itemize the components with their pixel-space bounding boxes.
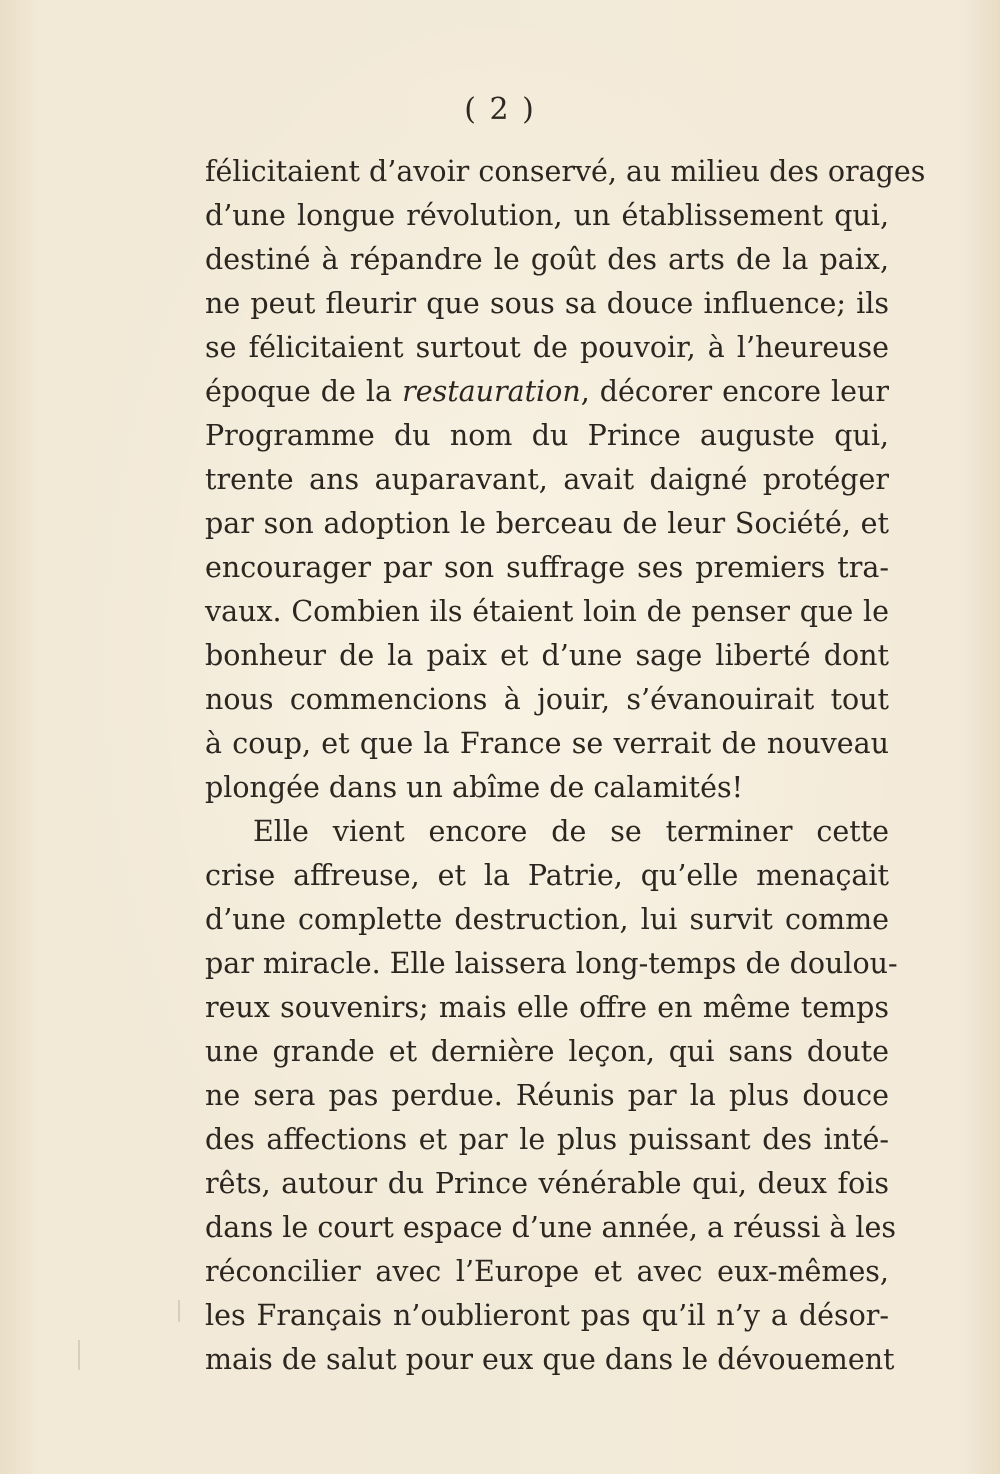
text-line: d’une longue révolution, un établissement qui, (205, 199, 889, 232)
text-line: Programme du nom du Prince auguste qui, (205, 419, 889, 452)
text-line: d’une complette destruction, lui survit comme (205, 903, 889, 936)
text-line: nous commencions à jouir, s’évanouirait tout (205, 683, 889, 716)
text-line: ne sera pas perdue. Réunis par la plus douce (205, 1079, 889, 1112)
page-number: ( 2 ) (464, 92, 536, 127)
text-line: une grande et dernière leçon, qui sans doute (205, 1035, 889, 1068)
text-line: dans le court espace d’une année, a réussi à les (205, 1211, 897, 1244)
paragraph-start: Elle vient encore de se terminer cette (253, 815, 889, 848)
text-line-with-italic (205, 370, 889, 414)
text-line: encourager par son suffrage ses premiers tra- (205, 551, 889, 584)
text-line: crise affreuse, et la Patrie, qu’elle menaçait (205, 859, 889, 892)
text-segment: époque de la (205, 375, 393, 408)
text-line: se félicitaient surtout de pouvoir, à l’heureuse (205, 331, 889, 364)
text-line: à coup, et que la France se verrait de nouveau (205, 727, 889, 760)
text-line: félicitaient d’avoir conservé, au milieu des orages (205, 155, 926, 188)
text-line: destiné à répandre le goût des arts de la paix, (205, 243, 889, 276)
text-line: trente ans auparavant, avait daigné protéger (205, 463, 889, 496)
text-line: par miracle. Elle laissera long-temps de doulou- (205, 947, 898, 980)
text-line: par son adoption le berceau de leur Société, et (205, 507, 889, 540)
text-line: rêts, autour du Prince vénérable qui, deux fois (205, 1167, 889, 1200)
body-text (205, 150, 926, 1382)
text-line: ne peut fleurir que sous sa douce influence; ils (205, 287, 889, 320)
text-line: les Français n’oublieront pas qu’il n’y a désor- (205, 1299, 889, 1332)
text-line: des affections et par le plus puissant des inté- (205, 1123, 889, 1156)
paper-blemish (78, 1340, 80, 1370)
text-line: réconcilier avec l’Europe et avec eux-mêmes, (205, 1255, 889, 1288)
text-line: mais de salut pour eux que dans le dévouement (205, 1343, 895, 1376)
text-segment: , décorer encore leur (580, 375, 890, 408)
italic-word: restauration (402, 375, 581, 408)
text-line: plongée dans un abîme de calamités! (205, 771, 744, 804)
paper-blemish (178, 1300, 180, 1322)
text-line: reux souvenirs; mais elle offre en même temps (205, 991, 889, 1024)
text-line: bonheur de la paix et d’une sage liberté dont (205, 639, 889, 672)
text-line: vaux. Combien ils étaient loin de penser que le (205, 595, 889, 628)
